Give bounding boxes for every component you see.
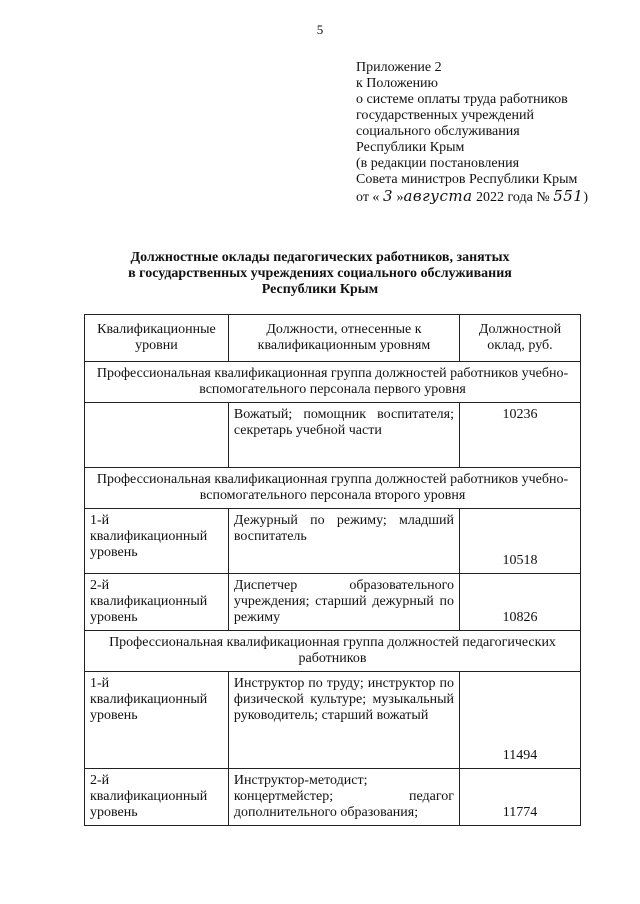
table-header-row: [85, 315, 581, 362]
date-prefix: от «: [356, 190, 380, 205]
appendix-line: (в редакции постановления: [356, 156, 520, 171]
table-row: [85, 672, 581, 769]
table-row: [85, 403, 581, 468]
date-day-handwritten: 3: [382, 187, 393, 205]
positions-cell: Инструктор по труду; инструктор по физической культуре; музыкальный руководитель; старший вожатый: [228, 672, 459, 769]
title-line: Должностные оклады педагогических работников, занятых: [130, 250, 510, 265]
level-cell: 1-й квалификационный уровень: [85, 672, 229, 769]
date-mid: »: [396, 190, 404, 205]
group-title: Профессиональная квалификационная группа должностей работников учебно-вспомогательного персонала первого уровня: [85, 362, 581, 403]
appendix-line: к Положению: [356, 76, 439, 91]
appendix-line: Приложение 2: [356, 60, 442, 75]
level-cell: 1-й квалификационный уровень: [85, 509, 229, 574]
appendix-date-line: [356, 188, 626, 206]
salary-cell: 11494: [459, 672, 580, 769]
group-row: [85, 362, 581, 403]
level-cell: 2-й квалификационный уровень: [85, 769, 229, 826]
table-row: [85, 509, 581, 574]
appendix-line: социального обслуживания: [356, 124, 520, 139]
level-cell: 2-й квалификационный уровень: [85, 574, 229, 631]
title-line: Республики Крым: [261, 282, 379, 297]
salary-table: [84, 314, 581, 826]
date-month-handwritten: августа: [403, 187, 473, 205]
group-row: [85, 468, 581, 509]
header-levels: Квалификационные уровни: [85, 315, 229, 362]
title-line: в государственных учреждениях социального обслуживания: [128, 266, 512, 281]
date-number-handwritten: 551: [553, 187, 584, 205]
appendix-line: о системе оплаты труда работников: [356, 92, 568, 107]
appendix-header: [356, 60, 626, 206]
header-positions: Должности, отнесенные к квалификационным уровням: [228, 315, 459, 362]
appendix-line: Совета министров Республики Крым: [356, 172, 578, 187]
salary-cell: 10518: [459, 509, 580, 574]
level-cell: [85, 403, 229, 468]
document-title: [60, 250, 580, 298]
positions-cell: Инструктор-методист; концертмейстер; педагог дополнительного образования;: [228, 769, 459, 826]
salary-cell: 10236: [459, 403, 580, 468]
salary-cell: 10826: [459, 574, 580, 631]
group-title: Профессиональная квалификационная группа должностей педагогических работников: [85, 631, 581, 672]
positions-cell: Вожатый; помощник воспитателя; секретарь учебной части: [228, 403, 459, 468]
table-row: [85, 574, 581, 631]
header-salary: Должностной оклад, руб.: [459, 315, 580, 362]
date-close-paren: ): [583, 190, 589, 205]
appendix-line: государственных учреждений: [356, 108, 534, 123]
group-row: [85, 631, 581, 672]
table-row: [85, 769, 581, 826]
group-title: Профессиональная квалификационная группа должностей работников учебно-вспомогательного персонала второго уровня: [85, 468, 581, 509]
date-year: 2022 года №: [472, 190, 554, 205]
positions-cell: Диспетчер образовательного учреждения; старший дежурный по режиму: [228, 574, 459, 631]
salary-cell: 11774: [459, 769, 580, 826]
page-number: 5: [316, 22, 324, 37]
positions-cell: Дежурный по режиму; младший воспитатель: [228, 509, 459, 574]
appendix-line: Республики Крым: [356, 140, 465, 155]
